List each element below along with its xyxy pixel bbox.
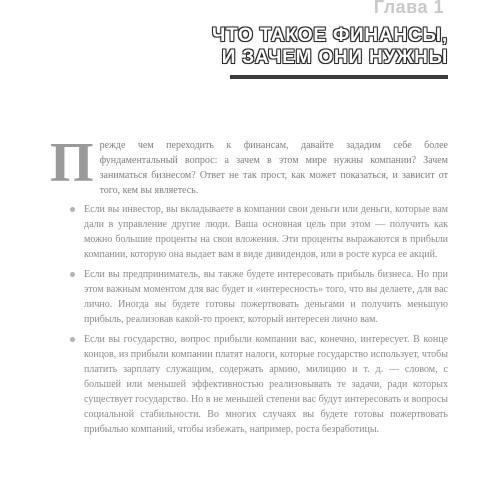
bullet-dot-icon xyxy=(70,207,75,212)
drop-cap: П xyxy=(50,132,94,194)
bullet-item-state xyxy=(50,332,448,437)
bullet-list xyxy=(50,202,448,437)
chapter-title-line-1: ЧТО ТАКОЕ ФИНАНСЫ, xyxy=(211,25,448,46)
bullet-text: Если вы государство, вопрос прибыли компании вас, конечно, интересует. В конце концов, из прибыли компании платят налоги, которые государство использует, чтобы платить зарплату служащим, содержать армию, милицию и т. д. — словом, с большей или меньшей эффективностью реализовывать те задачи, ради которых существует государство. Но в не меньшей степени вас будут интересовать и вопросы социальной стабильности. Во многих случаях вы будете готовы пожертвовать прибылью компаний, чтобы избежать, например, роста безработицы. xyxy=(84,334,448,435)
bullet-text: Если вы предприниматель, вы также будете интересовать прибыль бизнеса. Но при этом важным моментом для вас будет и «интересность» того, что вы делаете, для вас лично. Иногда вы будете готовы пожертвовать деньгами и получить меньшую прибыль, реализовав какой-то проект, который интересен лично вам. xyxy=(84,269,448,325)
bullet-text: Если вы инвестор, вы вкладываете в компании свои деньги или деньги, которые вам дали в управление другие люди. Ваша основная цель при этом — получить как можно большие проценты на свои вложения. Эти проценты выражаются в прибыли компании, которую она выдает вам в виде дивидендов, или в росте курса ее акций. xyxy=(84,204,448,260)
chapter-title-line-2: И ЗАЧЕМ ОНИ НУЖНЫ xyxy=(221,47,448,68)
intro-paragraph xyxy=(50,132,448,198)
bullet-dot-icon xyxy=(70,337,75,342)
bullet-dot-icon xyxy=(70,272,75,277)
chapter-header xyxy=(0,0,500,100)
chapter-title xyxy=(212,25,448,69)
intro-text: режде чем переходить к финансам, давайте зададим себе более фундаментальный вопрос: а зачем в этом мире нужны компании? Зачем заниматься бизнесом? Ответ не так прост, как может показаться, и зависит от того, кем вы являетесь. xyxy=(99,140,448,196)
page-body xyxy=(50,132,448,442)
title-underline-rule xyxy=(230,75,448,79)
bullet-item-entrepreneur xyxy=(50,267,448,327)
chapter-number: Глава 1 xyxy=(373,0,444,17)
bullet-item-investor xyxy=(50,202,448,262)
